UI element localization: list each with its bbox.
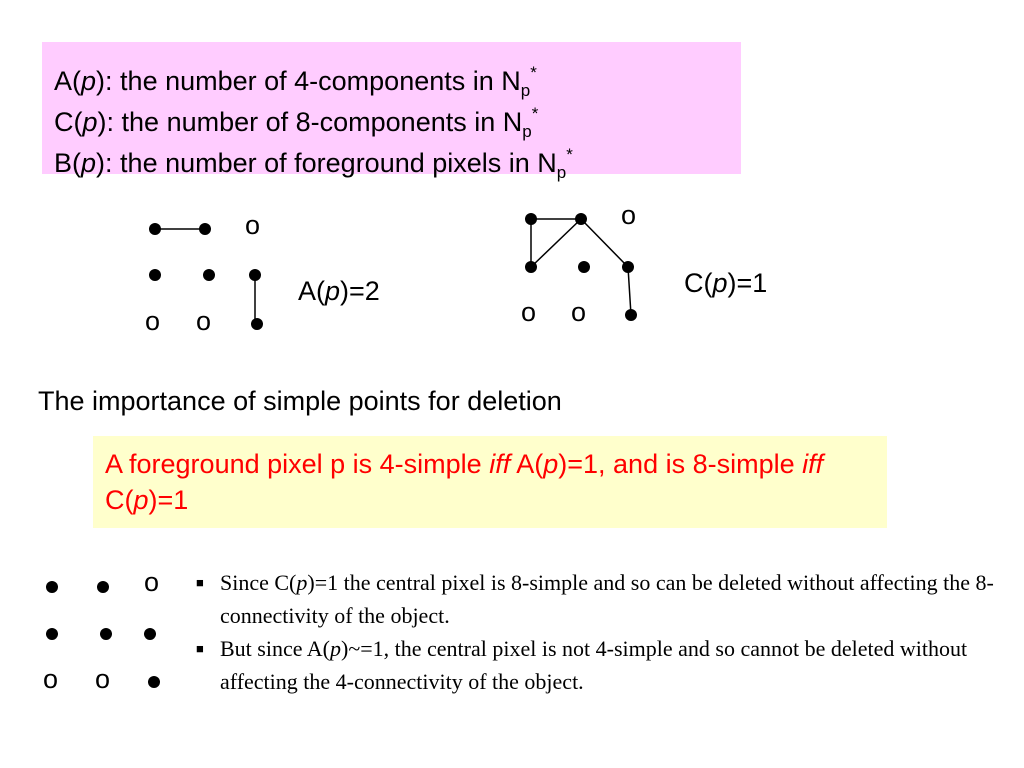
definition-b: B(p): the number of foreground pixels in $N_p^*$ <box>54 145 573 182</box>
background-pixel: o <box>521 297 537 327</box>
label-c-value: C(p)=1 <box>684 268 768 298</box>
foreground-pixel <box>144 628 156 640</box>
edge <box>531 219 581 267</box>
label-a-value: A(p)=2 <box>298 276 380 306</box>
definition-a: A(p): the number of 4-components in $N_p^*$ <box>54 63 537 100</box>
rule-box <box>93 436 887 528</box>
foreground-pixel <box>97 581 109 593</box>
foreground-pixel <box>249 269 261 281</box>
foreground-pixel <box>149 223 161 235</box>
explanation-list <box>196 566 996 698</box>
background-pixel: o <box>245 210 261 240</box>
bullet-icon: ■ <box>196 575 204 590</box>
edge <box>628 267 631 315</box>
foreground-pixel <box>575 213 587 225</box>
background-pixel: o <box>144 567 160 597</box>
foreground-pixel <box>46 581 58 593</box>
center-pixel <box>100 628 112 640</box>
foreground-pixel <box>251 318 263 330</box>
center-pixel <box>203 269 215 281</box>
foreground-pixel <box>46 628 58 640</box>
background-pixel: o <box>43 664 59 694</box>
foreground-pixel <box>622 261 634 273</box>
rule-text: A foreground pixel p is 4-simple iff A(p)=1, and is 8-simple iff C(p)=1 <box>105 449 824 515</box>
foreground-pixel <box>199 223 211 235</box>
background-pixel: o <box>571 297 587 327</box>
background-pixel: o <box>145 306 161 336</box>
foreground-pixel <box>625 309 637 321</box>
background-pixel: o <box>621 200 637 230</box>
foreground-pixel <box>148 676 160 688</box>
definition-c: C(p): the number of 8-components in $N_p^*$ <box>54 104 539 141</box>
background-pixel: o <box>196 306 212 336</box>
section-heading: The importance of simple points for deletion <box>38 386 562 416</box>
background-pixel: o <box>95 664 111 694</box>
list-item: ■ Since C(p)=1 the central pixel is 8-simple and so can be deleted without affecting the 8-connectivity of the object. <box>196 566 996 632</box>
foreground-pixel <box>525 261 537 273</box>
foreground-pixel <box>525 213 537 225</box>
list-item: ■ But since A(p)~=1, the central pixel is not 4-simple and so cannot be deleted without affecting the 4-connectivity of the object. <box>196 632 996 698</box>
center-pixel <box>578 261 590 273</box>
bullet-icon: ■ <box>196 641 204 656</box>
foreground-pixel <box>149 269 161 281</box>
